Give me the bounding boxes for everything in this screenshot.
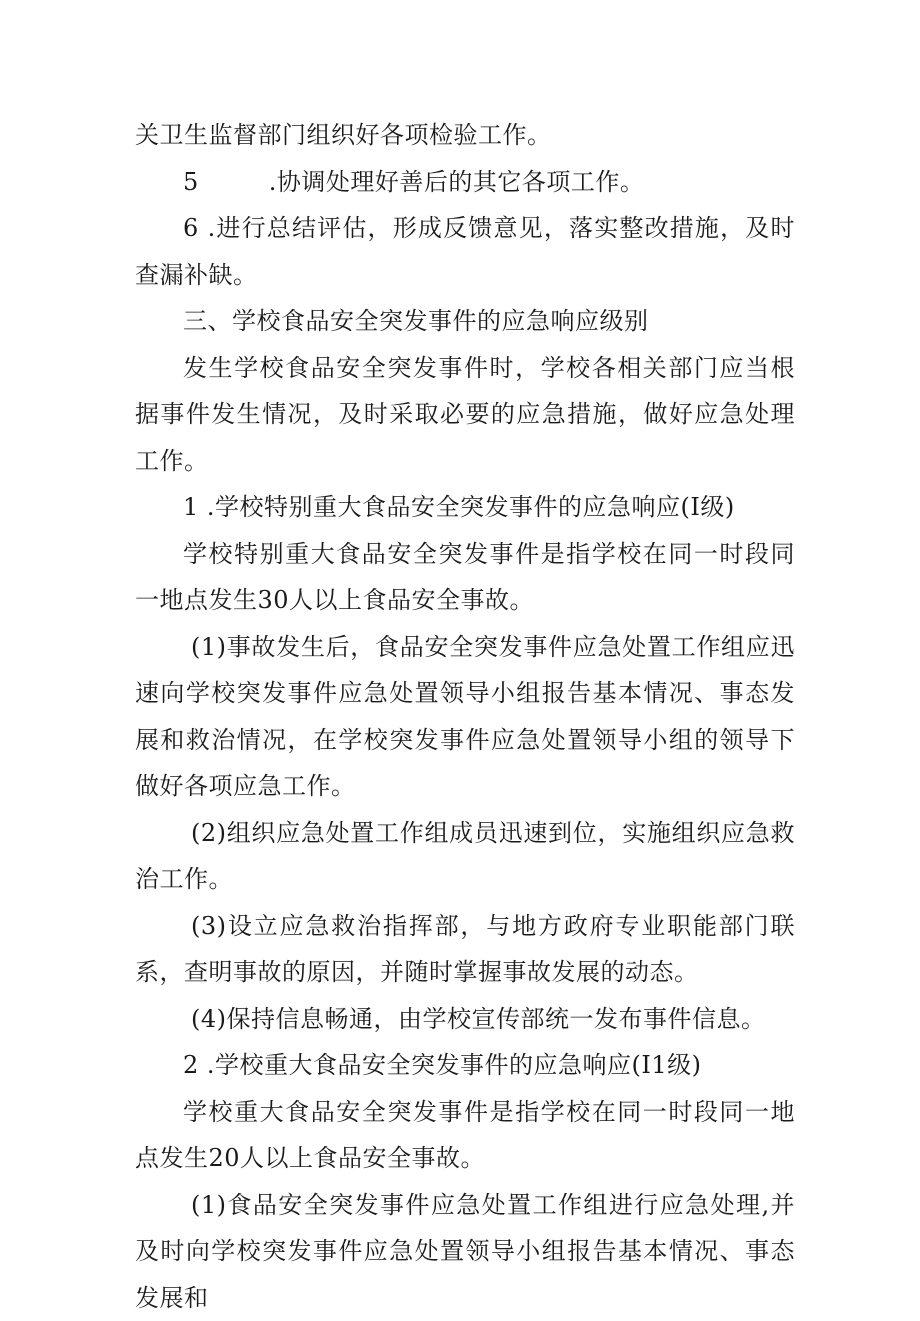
paragraph-level-1-step-2: (2)组织应急处置工作组成员迅速到位，实施组织应急救治工作。 — [135, 810, 795, 903]
document-body — [135, 112, 795, 1321]
paragraph-item-5 — [135, 159, 795, 206]
paragraph-continuation: 关卫生监督部门组织好各项检验工作。 — [135, 112, 795, 159]
paragraph-intro: 发生学校食品安全突发事件时，学校各相关部门应当根据事件发生情况，及时采取必要的应急措施，做好应急处理工作。 — [135, 345, 795, 485]
subheading-level-1: 1 .学校特别重大食品安全突发事件的应急响应(I级) — [135, 484, 795, 531]
item-number: 5 — [183, 168, 199, 196]
item-text: .协调处理好善后的其它各项工作。 — [269, 168, 645, 196]
paragraph-level-1-step-3: (3)设立应急救治指挥部，与地方政府专业职能部门联系，查明事故的原因，并随时掌握事故发展的动态。 — [135, 903, 795, 996]
subheading-level-2: 2 .学校重大食品安全突发事件的应急响应(I1级) — [135, 1042, 795, 1089]
paragraph-level-1-definition: 学校特别重大食品安全突发事件是指学校在同一时段同一地点发生30人以上食品安全事故。 — [135, 531, 795, 624]
paragraph-level-2-step-1: (1)食品安全突发事件应急处置工作组进行应急处理,并及时向学校突发事件应急处置领导小组报告基本情况、事态发展和 — [135, 1182, 795, 1321]
section-heading-three: 三、学校食品安全突发事件的应急响应级别 — [135, 298, 795, 345]
paragraph-item-6: 6 .进行总结评估，形成反馈意见，落实整改措施，及时查漏补缺。 — [135, 205, 795, 298]
paragraph-level-2-definition: 学校重大食品安全突发事件是指学校在同一时段同一地点发生20人以上食品安全事故。 — [135, 1089, 795, 1182]
paragraph-level-1-step-1: (1)事故发生后，食品安全突发事件应急处置工作组应迅速向学校突发事件应急处置领导小组报告基本情况、事态发展和救治情况，在学校突发事件应急处置领导小组的领导下做好各项应急工作。 — [135, 624, 795, 810]
paragraph-level-1-step-4: (4)保持信息畅通，由学校宣传部统一发布事件信息。 — [135, 996, 795, 1043]
